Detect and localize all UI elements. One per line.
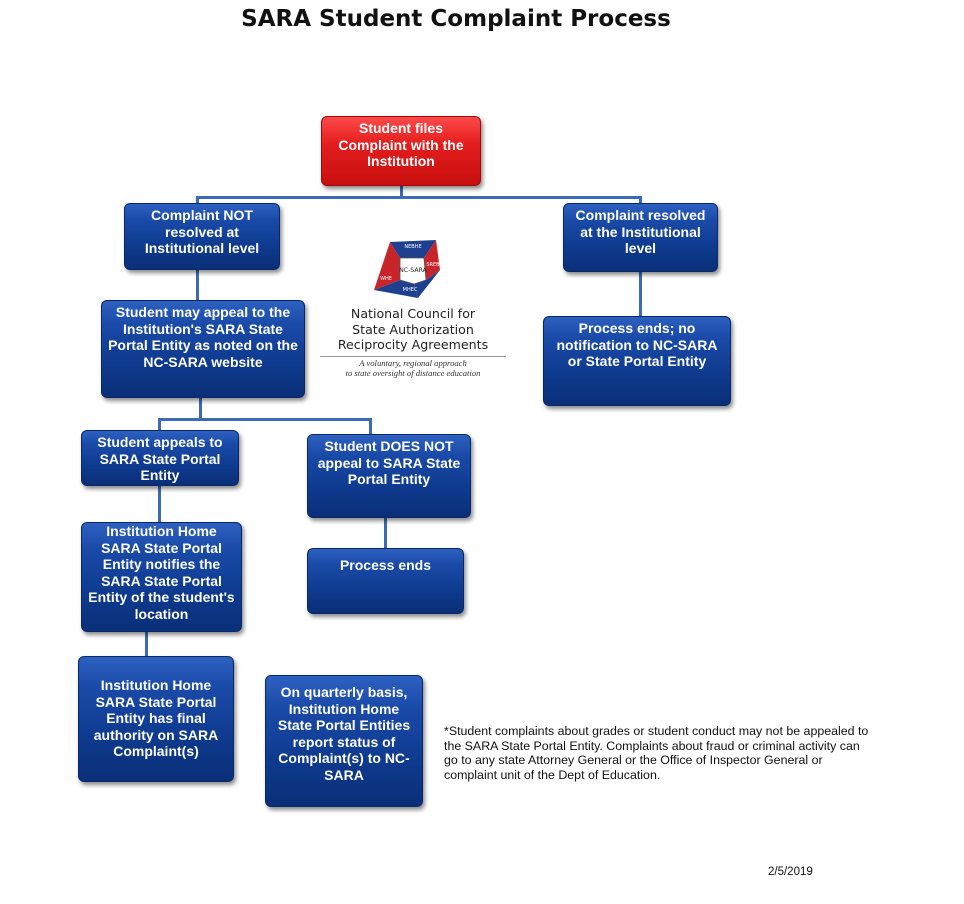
box-label: Complaint NOT resolved at Institutional level xyxy=(144,207,260,256)
footnote: *Student complaints about grades or student conduct may not be appealed to the SARA State Portal Entity. Complaints about fraud or criminal activity can go to any state Attorney General or the Office of Inspector General or complaint unit of the Dept of Education. xyxy=(444,724,869,782)
logo-name-line: Reciprocity Agreements xyxy=(337,337,489,352)
logo-segment-left: WHE xyxy=(380,276,392,282)
connector xyxy=(145,632,148,656)
box-label: Student DOES NOT appeal to SARA State Portal Entity xyxy=(317,438,461,487)
box-label: On quarterly basis, Institution Home State Portal Entities report status of Complaint(s) to NC-SARA xyxy=(277,684,411,783)
flow-box-student-files-complaint xyxy=(321,116,481,186)
box-label: Process ends xyxy=(339,557,432,573)
nc-sara-logo xyxy=(318,236,518,386)
box-label: Student appeals to SARA State Portal Entity xyxy=(97,434,223,483)
nc-sara-logo-mark xyxy=(318,236,518,306)
flow-box-quarterly-report xyxy=(265,675,423,807)
page-title: SARA Student Complaint Process xyxy=(241,6,671,32)
logo-segment-right: SREB xyxy=(426,262,440,268)
document-date: 2/5/2019 xyxy=(768,866,813,878)
box-label: Student may appeal to the Institution's SARA State Portal Entity as noted on the NC-SARA website xyxy=(108,304,298,370)
connector xyxy=(199,398,202,420)
flow-box-student-appeals xyxy=(81,430,239,486)
logo-tag-line: to state oversight of distance education xyxy=(345,368,481,378)
connector xyxy=(158,486,161,522)
box-label: Complaint resolved at the Institutional level xyxy=(575,207,706,256)
flow-box-process-ends xyxy=(307,548,464,614)
box-label: Process ends; no notification to NC-SARA or State Portal Entity xyxy=(556,320,718,369)
logo-divider xyxy=(320,356,506,357)
flow-box-final-authority xyxy=(78,656,234,782)
flow-box-student-may-appeal xyxy=(101,300,305,398)
logo-name-line: State Authorization xyxy=(352,321,474,337)
logo-organization-name xyxy=(318,306,508,353)
box-label: Institution Home SARA State Portal Entity has final authority on SARA Complaint(s) xyxy=(93,677,219,759)
logo-name-line: National Council for xyxy=(350,306,476,321)
box-label: Student files Complaint with the Institution xyxy=(338,120,464,169)
connector xyxy=(158,418,372,421)
connector xyxy=(158,418,161,430)
flow-box-process-ends-no-notification xyxy=(543,316,731,406)
logo-segment-bottom: MHEC xyxy=(402,287,418,293)
connector xyxy=(196,270,199,300)
connector xyxy=(384,518,387,548)
flow-box-home-portal-notifies xyxy=(81,522,242,632)
box-label: Institution Home SARA State Portal Entity notifies the SARA State Portal Entity of the student's location xyxy=(88,523,235,622)
connector xyxy=(639,272,642,316)
connector xyxy=(369,418,372,434)
flow-box-complaint-not-resolved xyxy=(124,203,280,270)
logo-segment-top: NEBHE xyxy=(404,244,422,250)
connector xyxy=(196,196,642,199)
logo-tag-line: A voluntary, regional approach xyxy=(359,358,467,368)
logo-tagline xyxy=(318,358,508,378)
flow-box-complaint-resolved xyxy=(563,203,718,272)
flow-box-student-does-not-appeal xyxy=(307,434,471,518)
logo-center-text: NC-SARA xyxy=(399,267,427,274)
